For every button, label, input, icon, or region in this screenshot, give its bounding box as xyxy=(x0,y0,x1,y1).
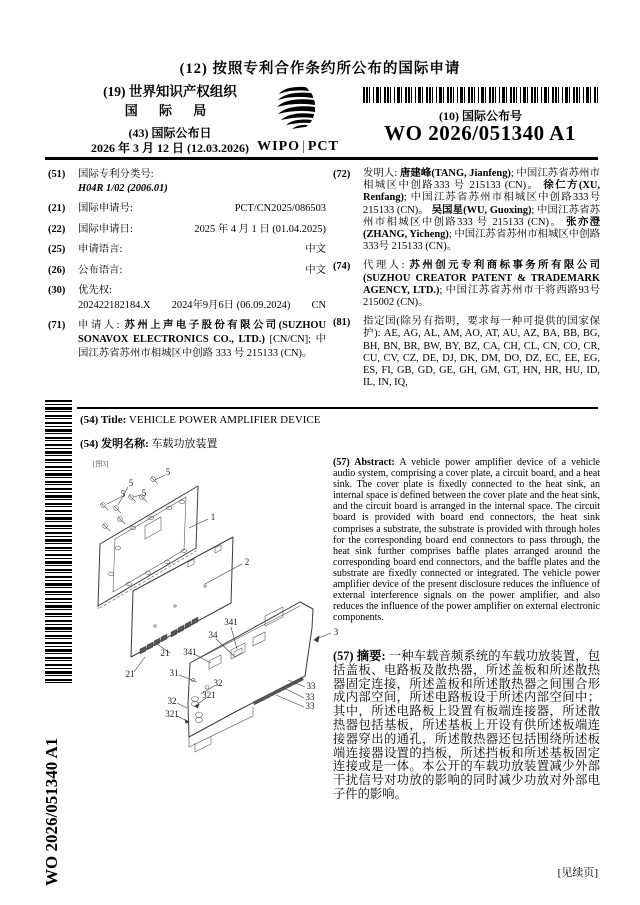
logo-separator: | xyxy=(302,139,306,154)
ipc-value: H04R 1/02 (2006.01) xyxy=(78,182,168,194)
figure-label: 341 xyxy=(224,617,238,627)
biblio-left-column xyxy=(48,168,326,367)
figure-label: 33 xyxy=(305,701,315,711)
figure-label: 33 xyxy=(306,681,316,691)
title-en: VEHICLE POWER AMPLIFIER DEVICE xyxy=(128,414,321,426)
patent-figure xyxy=(85,456,345,808)
inventors-text: 发明人: 唐建峰(TANG, Jianfeng); 中国江苏省苏州市相城区中创路333 号 215133 (CN)。 徐仁方(XU, Renfang); 中国江苏省苏州市相城区中创路333号 215133 (CN)。 吴国星(WU, Guoxing); 中国江苏省苏州市相城区中创路333 号 215133 (CN)。 张亦澄(ZHANG, Yicheng); 中国江苏省苏州市相城区中创路333号 215133 (CN)。 xyxy=(363,168,601,253)
title-en-line xyxy=(80,414,600,426)
figure-label: 3 xyxy=(333,627,339,637)
wipo-pct-wordmark xyxy=(252,139,344,155)
title-divider xyxy=(77,407,598,409)
abstract-english xyxy=(333,457,600,623)
field-filing-date xyxy=(48,223,326,237)
field-agent xyxy=(333,260,600,309)
abstract-zh-text: 一种车载音频系统的车载功放装置，包括盖板、电路板及散热器，所述盖板和所述散热器固定连接，所述盖板和所述散热器之间围合形成内部空间，所述电路板设于所述内部空间中；其中，所述电路板上设置有板端连接器，所述散热器包括基板，所述基板上开设有供所述板端连接器穿出的通孔，所述散热器还包括围绕所述板端连接器设置的挡板，所述挡板和所述基板固定连接或是一体。本公开的车载功放装置减少外部干扰信号对功放的影响的同时减少功放对外部电子件的影响。 xyxy=(333,649,601,801)
field-ipc xyxy=(48,168,326,195)
publication-barcode xyxy=(363,87,598,103)
figure-label: 321 xyxy=(165,709,179,719)
field-applicant xyxy=(48,319,326,360)
figure-label: 31 xyxy=(169,668,179,678)
designated-states-text: 指定国(除另有指明，要求每一种可提供的国家保护): AE, AG, AL, AM, AO, AT, AU, AZ, BA, BB, BG, BH, BN, BR, BW, BY, BZ, CA, CH, CL, CN, CO, CR, CU, CV, CZ, DE, DJ, DK, DM, DO, DZ, EC, EE, EG, ES, FI, GB, GD, GE, GH, GM, GT, HN, HR, HU, ID, IL, IN, IQ, xyxy=(363,316,600,389)
figure-label: 5 xyxy=(120,489,126,499)
field-number: (72) xyxy=(333,169,351,180)
figure-label: 5 xyxy=(165,467,171,477)
filing-date-label: 国际申请日: xyxy=(78,223,133,235)
pub-date-label: (43) 国际公布日 xyxy=(128,126,212,141)
filing-date-value: 2025 年 4 月 1 日 (01.04.2025) xyxy=(194,223,326,235)
side-barcode xyxy=(45,400,72,684)
title-zh-label: (54) 发明名称: xyxy=(80,438,149,450)
abstract-en-text: A vehicle power amplifier device of a vehicle audio system, comprising a cover plate, a circuit board, and a heat sink. The cover plate is fixedly connected to the heat sink, an internal space is defined between the cover plate and the heat sink, and the circuit board is arranged in the internal space. The circuit board is provided with board end connectors, the heat sink comprises a substrate, the substrate is provided with through holes for the corresponding board end connectors to pass through, the heat sink further comprises baffle plates arranged around the corresponding board end connectors, and the baffle plates and the substrate are fixedly connected or integrated. The vehicle power amplifier device of the present disclosure reduces the influence of external interference signals on the power amplifier, and also reduces the influence of the power amplifier on external electronic components. xyxy=(333,457,600,624)
pub-date: 2026 年 3 月 12 日 (12.03.2026) xyxy=(91,141,249,156)
app-number-label: 国际申请号: xyxy=(78,203,133,214)
figure-label: 1 xyxy=(210,512,216,522)
biblio-right-column xyxy=(333,168,600,396)
title-section xyxy=(80,414,600,460)
continuation-note: [见续页] xyxy=(557,867,598,879)
figure-label: 33 xyxy=(305,692,315,702)
field-application-number xyxy=(48,202,326,216)
header-divider xyxy=(45,157,598,160)
pub-number: WO 2026/051340 A1 xyxy=(384,121,576,145)
doc-type-line: (12) 按照专利合作条约所公布的国际申请 xyxy=(179,61,461,77)
ipc-label: 国际专利分类号: xyxy=(78,169,154,180)
field-number: (21) xyxy=(48,203,66,214)
priority-country: CN xyxy=(311,299,326,311)
org-name: (19) 世界知识产权组织 xyxy=(103,84,237,99)
agent-text: 代理人: 苏州创元专利商标事务所有限公司 (SUZHOU CREATOR PATENT & TRADEMARK AGENCY, LTD.); 中国江苏省苏州市干将西路93号 215002 (CN)。 xyxy=(363,260,601,309)
app-number-value: PCT/CN2025/086503 xyxy=(234,203,326,214)
figure-label: 34 xyxy=(208,630,218,640)
abstract-chinese xyxy=(333,650,600,802)
title-en-label: (54) Title: xyxy=(80,414,127,426)
side-pub-number: WO 2026/051340 A1 xyxy=(42,737,61,886)
abstract-zh-label: (57) 摘要: xyxy=(333,649,386,663)
figure-label: 32 xyxy=(213,678,223,688)
pub-number-label: (10) 国际公布号 xyxy=(439,109,522,123)
field-filing-language xyxy=(48,243,326,257)
field-priority xyxy=(48,284,326,312)
figure-label: 21 xyxy=(160,648,170,658)
logo-pct-text: PCT xyxy=(307,139,339,154)
priority-date: 2024年9月6日 (06.09.2024) xyxy=(171,299,291,311)
filing-language-value: 中文 xyxy=(305,244,326,255)
field-number: (51) xyxy=(48,169,66,180)
title-zh-line xyxy=(80,435,600,451)
pub-language-value: 中文 xyxy=(305,264,326,276)
applicant-text: 申请人: 苏州上声电子股份有限公司(SUZHOU SONAVOX ELECTRONICS CO., LTD.) [CN/CN]; 中国江苏省苏州市相城区中创路 333 号 215133 (CN)。 xyxy=(78,320,327,359)
figure-label: 341 xyxy=(183,647,197,657)
figure-label: 321 xyxy=(202,690,216,700)
pub-language-label: 公布语言: xyxy=(78,264,123,276)
wipo-globe-icon xyxy=(265,85,331,133)
heat-sink xyxy=(188,602,313,752)
figure-label: 5 xyxy=(128,478,134,488)
field-number: (81) xyxy=(333,317,351,329)
figure-label: 5 xyxy=(141,488,147,498)
abstract-en-label: (57) Abstract: xyxy=(333,457,395,468)
figure-label: 21 xyxy=(125,669,135,679)
logo-wipo-text: WIPO xyxy=(257,139,301,154)
field-publication-language xyxy=(48,264,326,278)
field-number: (30) xyxy=(48,285,66,296)
field-inventors xyxy=(333,168,600,253)
field-number: (25) xyxy=(48,244,66,255)
issuing-org-block xyxy=(70,84,270,156)
field-number: (22) xyxy=(48,223,66,235)
priority-app-number: 202422182184.X xyxy=(78,299,151,311)
field-number: (74) xyxy=(333,261,351,273)
figure-label: 2 xyxy=(244,557,250,567)
filing-language-label: 申请语言: xyxy=(78,244,123,255)
org-bureau: 国 际 局 xyxy=(124,102,216,118)
field-designated-states xyxy=(333,316,600,389)
wipo-logo-block xyxy=(252,85,344,155)
field-number: (26) xyxy=(48,264,66,276)
priority-label: 优先权: xyxy=(78,285,113,296)
figure-tag: [图3] xyxy=(93,460,109,468)
figure-label: 32 xyxy=(167,696,177,706)
title-zh: 车载功放装置 xyxy=(151,438,218,450)
field-number: (71) xyxy=(48,320,66,331)
